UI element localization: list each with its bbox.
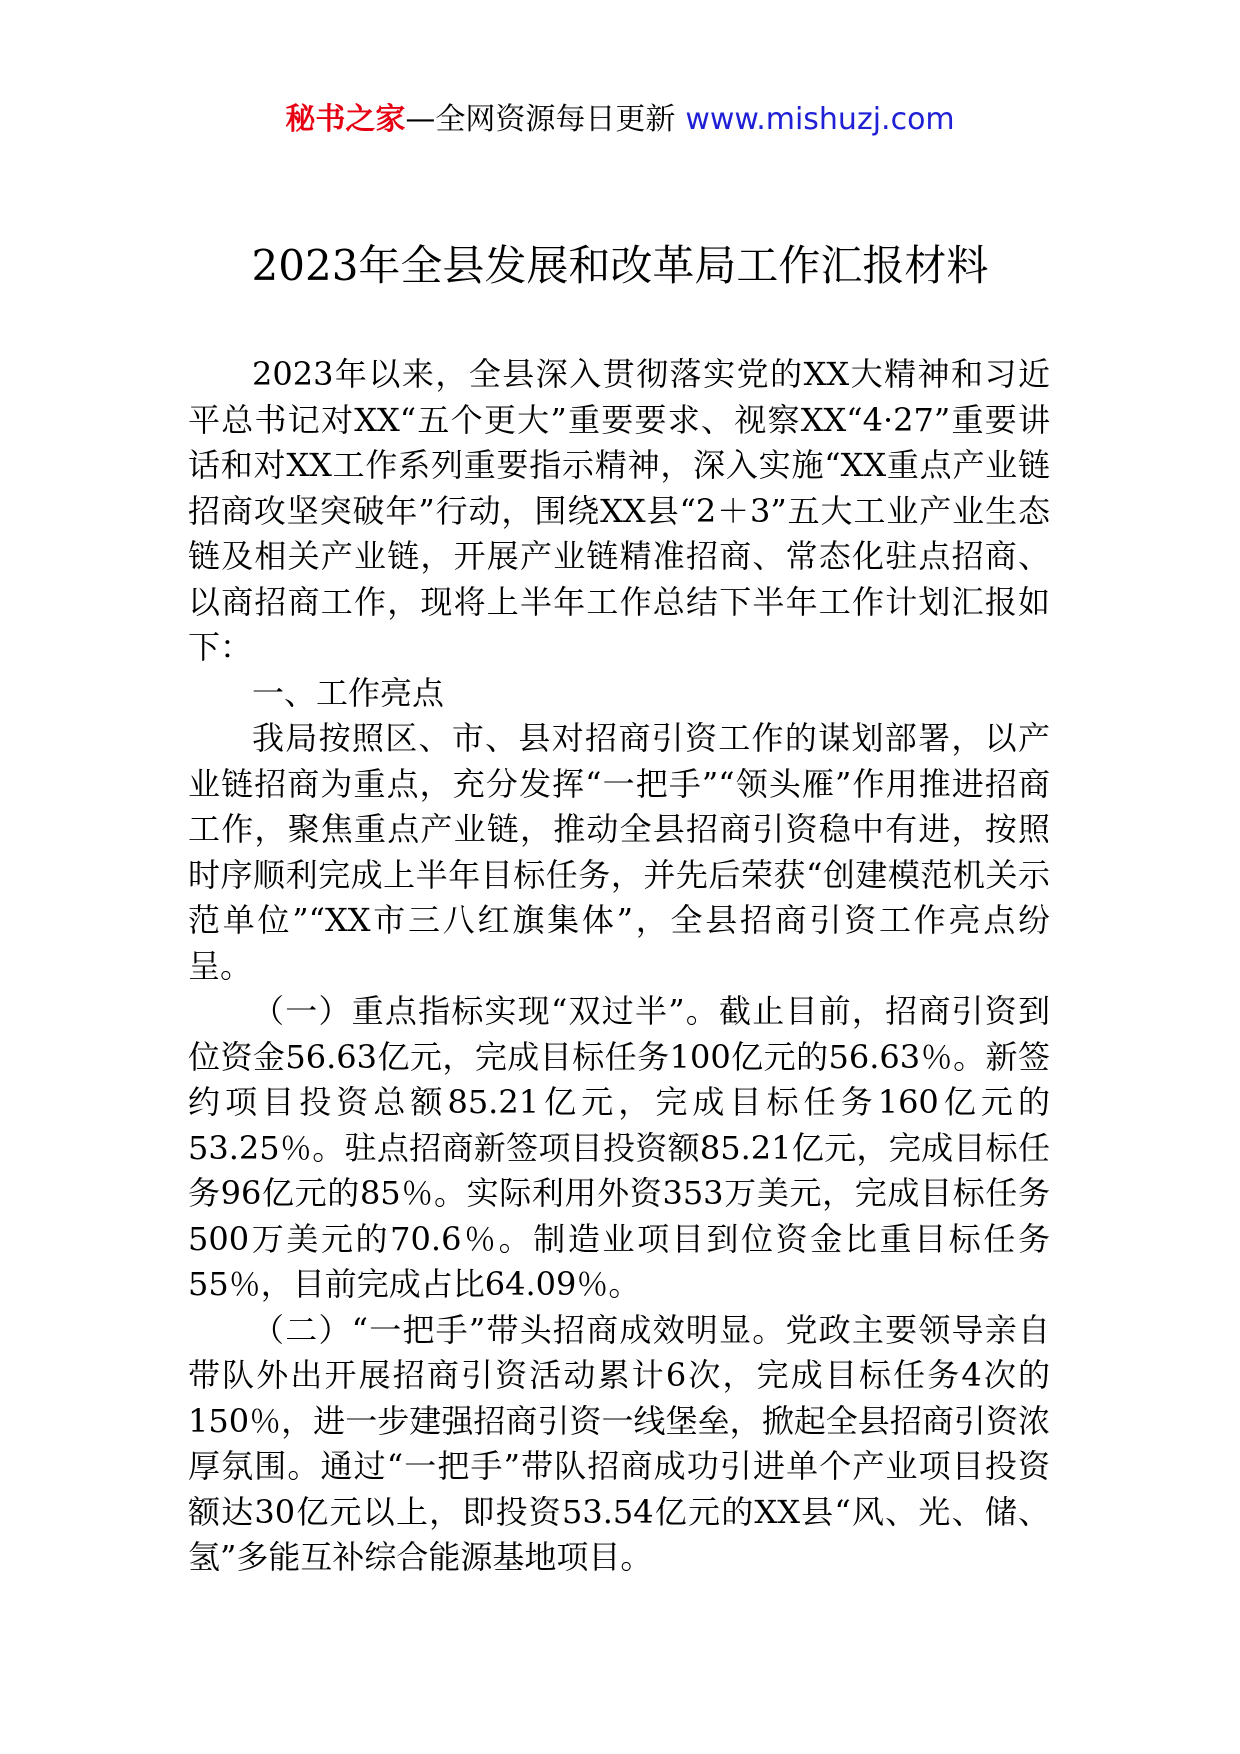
body-paragraph: 我局按照区、市、县对招商引资工作的谋划部署，以产业链招商为重点，充分发挥“一把手”“领头雁”作用推进招商工作，聚焦重点产业链，推动全县招商引资稳中有进，按照时序顺利完成上半年目标任务，并先后荣获“创建模范机关示范单位”“XX市三八红旗集体”，全县招商引资工作亮点纷呈。 (188, 719, 1050, 985)
site-tagline: —全网资源每日更新 (405, 102, 676, 137)
intro-paragraph: 2023年以来，全县深入贯彻落实党的XX大精神和习近平总书记对XX“五个更大”重要要求、视察XX“4·27”重要讲话和对XX工作系列重要指示精神，深入实施“XX重点产业链招商攻坚突破年”行动，围绕XX县“2＋3”五大工业产业生态链及相关产业链，开展产业链精准招商、常态化驻点招商、以商招商工作，现将上半年工作总结下半年工作计划汇报如下： (188, 355, 1050, 666)
site-brand: 秘书之家 (285, 102, 406, 137)
body-paragraph: （二）“一把手”带头招商成效明显。党政主要领导亲自带队外出开展招商引资活动累计6次，完成目标任务4次的150％，进一步建强招商引资一线堡垒，掀起全县招商引资浓厚氛围。通过“一把手”带队招商成功引进单个产业项目投资额达30亿元以上，即投资53.54亿元的XX县“风、光、储、氢”多能互补综合能源基地项目。 (188, 1310, 1050, 1576)
section-heading: 一、工作亮点 (252, 673, 445, 712)
document-title: 2023年全县发展和改革局工作汇报材料 (251, 241, 989, 290)
document-body (188, 352, 1050, 1581)
site-header (0, 100, 1240, 140)
site-url-link[interactable]: www.mishuzj.com (685, 102, 955, 137)
body-paragraph: （一）重点指标实现“双过半”。截止目前，招商引资到位资金56.63亿元，完成目标任务100亿元的56.63％。新签约项目投资总额85.21亿元，完成目标任务160亿元的53.25％。驻点招商新签项目投资额85.21亿元，完成目标任务96亿元的85％。实际利用外资353万美元，完成目标任务500万美元的70.6％。制造业项目到位资金比重目标任务55％，目前完成占比64.09％。 (188, 992, 1050, 1303)
